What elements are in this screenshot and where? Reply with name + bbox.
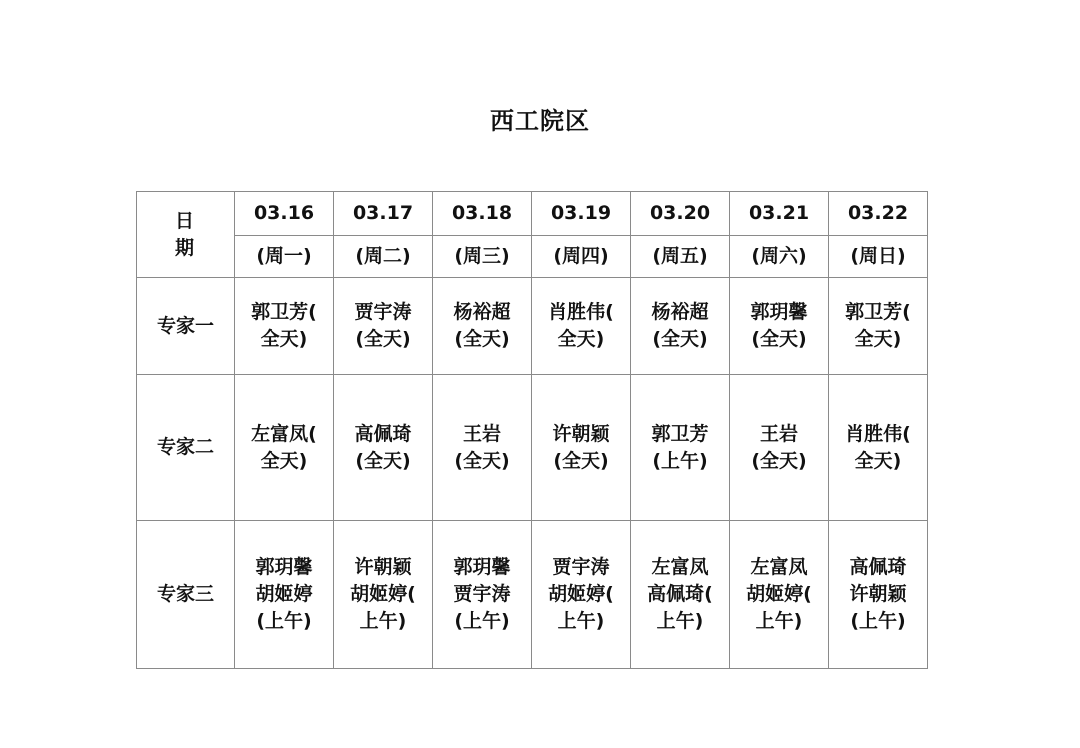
- schedule-table: [136, 191, 928, 669]
- weekday-row: [137, 236, 928, 278]
- schedule-cell: 郭玥馨 胡姬婷 (上午): [235, 521, 334, 669]
- weekday-cell: (周六): [730, 236, 829, 278]
- page-title: 西工院区: [490, 107, 590, 135]
- date-cell: 03.22: [829, 192, 928, 236]
- row-label: 专家三: [137, 521, 235, 669]
- schedule-cell: 左富凤( 全天): [235, 375, 334, 521]
- schedule-cell: 郭卫芳( 全天): [829, 278, 928, 375]
- date-row: [137, 192, 928, 236]
- expert-row-3: [137, 521, 928, 669]
- weekday-cell: (周日): [829, 236, 928, 278]
- schedule-cell: 郭玥馨 贾宇涛 (上午): [433, 521, 532, 669]
- date-cell: 03.21: [730, 192, 829, 236]
- row-label: 专家一: [137, 278, 235, 375]
- schedule-cell: 肖胜伟( 全天): [829, 375, 928, 521]
- date-header-label: 日 期: [137, 192, 235, 278]
- schedule-cell: 郭卫芳 (上午): [631, 375, 730, 521]
- row-label: 专家二: [137, 375, 235, 521]
- schedule-cell: 杨裕超 (全天): [433, 278, 532, 375]
- expert-row-1: [137, 278, 928, 375]
- date-cell: 03.16: [235, 192, 334, 236]
- schedule-cell: 高佩琦 (全天): [334, 375, 433, 521]
- weekday-cell: (周一): [235, 236, 334, 278]
- weekday-cell: (周三): [433, 236, 532, 278]
- schedule-cell: 贾宇涛 胡姬婷( 上午): [532, 521, 631, 669]
- schedule-cell: 郭玥馨 (全天): [730, 278, 829, 375]
- schedule-cell: 郭卫芳( 全天): [235, 278, 334, 375]
- schedule-cell: 左富凤 胡姬婷( 上午): [730, 521, 829, 669]
- weekday-cell: (周二): [334, 236, 433, 278]
- schedule-cell: 许朝颖 胡姬婷( 上午): [334, 521, 433, 669]
- weekday-cell: (周五): [631, 236, 730, 278]
- schedule-cell: 杨裕超 (全天): [631, 278, 730, 375]
- schedule-cell: 王岩 (全天): [730, 375, 829, 521]
- date-cell: 03.19: [532, 192, 631, 236]
- date-cell: 03.17: [334, 192, 433, 236]
- schedule-cell: 许朝颖 (全天): [532, 375, 631, 521]
- weekday-cell: (周四): [532, 236, 631, 278]
- expert-row-2: [137, 375, 928, 521]
- schedule-cell: 肖胜伟( 全天): [532, 278, 631, 375]
- schedule-cell: 贾宇涛 (全天): [334, 278, 433, 375]
- date-cell: 03.20: [631, 192, 730, 236]
- schedule-cell: 高佩琦 许朝颖 (上午): [829, 521, 928, 669]
- date-cell: 03.18: [433, 192, 532, 236]
- schedule-cell: 王岩 (全天): [433, 375, 532, 521]
- schedule-cell: 左富凤 高佩琦( 上午): [631, 521, 730, 669]
